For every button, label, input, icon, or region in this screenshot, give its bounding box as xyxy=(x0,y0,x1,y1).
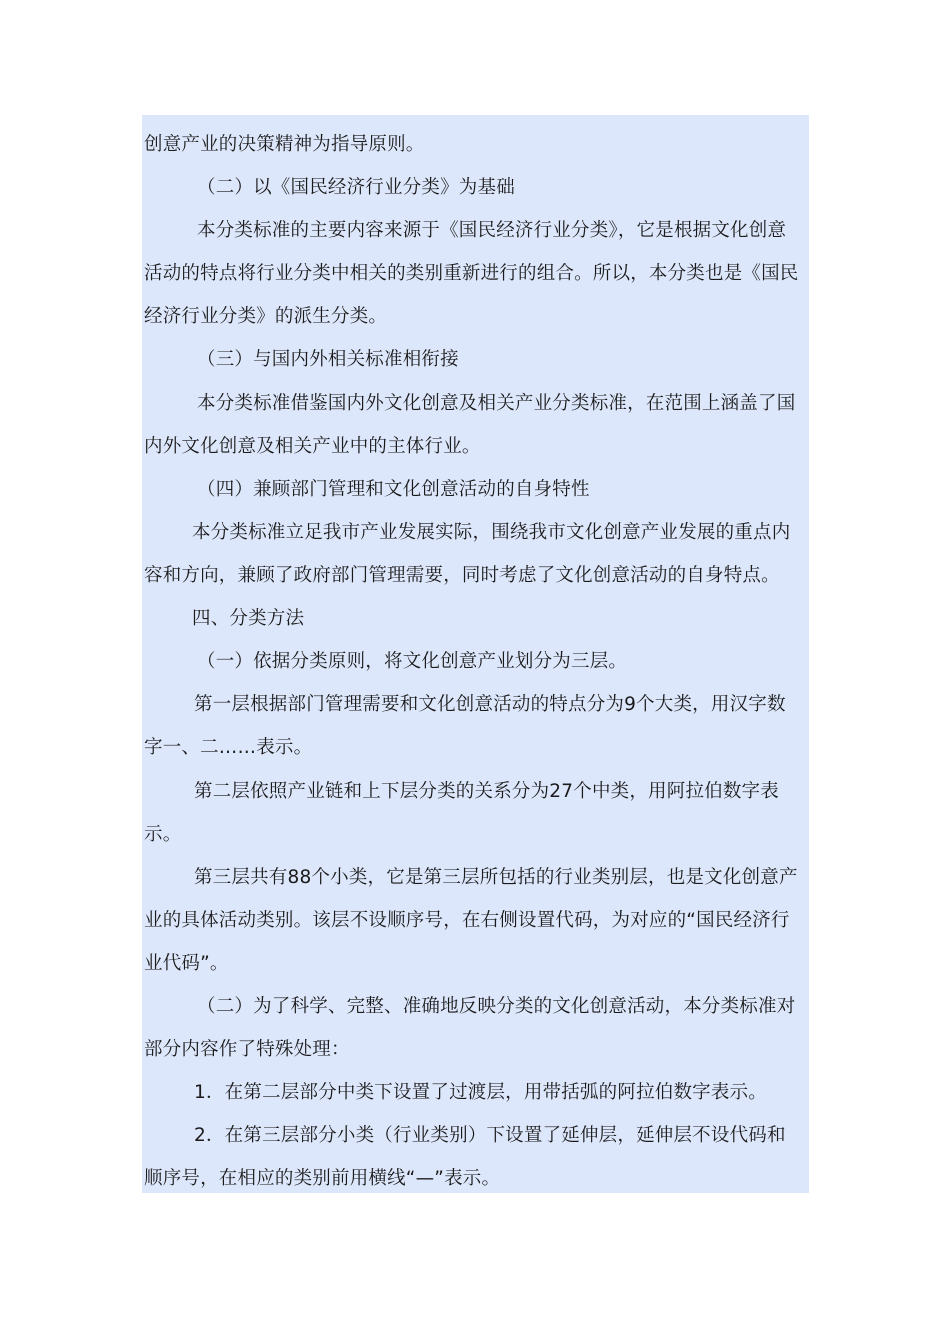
document-text-block xyxy=(142,115,809,1193)
section-heading: 四、分类方法 xyxy=(192,608,305,629)
list-item: 1．在第二层部分中类下设置了过渡层，用带括弧的阿拉伯数字表示。 xyxy=(194,1082,767,1103)
text-line: 第二层依照产业链和上下层分类的关系分为27个中类，用阿拉伯数字表 xyxy=(194,781,779,802)
text-line: 经济行业分类》的派生分类。 xyxy=(144,306,388,327)
list-item: 2．在第三层部分小类（行业类别）下设置了延伸层，延伸层不设代码和 xyxy=(194,1125,786,1146)
text-line: 业代码”。 xyxy=(144,953,229,974)
text-line: 本分类标准的主要内容来源于《国民经济行业分类》，它是根据文化创意 xyxy=(197,220,787,241)
text-line: 容和方向，兼顾了政府部门管理需要，同时考虑了文化创意活动的自身特点。 xyxy=(144,565,780,586)
text-line: 字一、二……表示。 xyxy=(144,737,313,758)
text-line: 第一层根据部门管理需要和文化创意活动的特点分为9个大类，用汉字数 xyxy=(194,694,786,715)
text-line: 内外文化创意及相关产业中的主体行业。 xyxy=(144,436,481,457)
text-line: 本分类标准借鉴国内外文化创意及相关产业分类标准，在范围上涵盖了国 xyxy=(197,393,796,414)
section-heading: （二）为了科学、完整、准确地反映分类的文化创意活动，本分类标准对 xyxy=(197,996,796,1017)
text-line: 活动的特点将行业分类中相关的类别重新进行的组合。所以，本分类也是《国民 xyxy=(144,263,799,284)
text-line: 示。 xyxy=(144,824,182,845)
text-line: 本分类标准立足我市产业发展实际，围绕我市文化创意产业发展的重点内 xyxy=(192,522,791,543)
text-line: 创意产业的决策精神为指导原则。 xyxy=(144,134,425,155)
section-heading: （三）与国内外相关标准相衔接 xyxy=(197,349,459,370)
text-line: 第三层共有88个小类，它是第三层所包括的行业类别层，也是文化创意产 xyxy=(194,867,798,888)
section-heading: （四）兼顾部门管理和文化创意活动的自身特性 xyxy=(197,479,590,500)
section-heading: （二）以《国民经济行业分类》为基础 xyxy=(197,177,515,198)
section-heading: （一）依据分类原则，将文化创意产业划分为三层。 xyxy=(197,651,628,672)
text-line: 业的具体活动类别。该层不设顺序号，在右侧设置代码，为对应的“国民经济行 xyxy=(144,910,790,931)
text-line: 顺序号，在相应的类别前用横线“—”表示。 xyxy=(144,1168,501,1189)
text-line: 部分内容作了特殊处理： xyxy=(144,1039,350,1060)
